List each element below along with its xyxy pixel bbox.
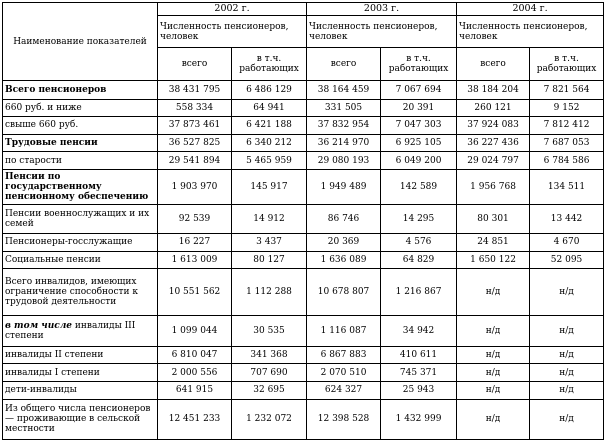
cell-2004-working: 134 511	[530, 169, 604, 204]
cell-2003-working: 64 829	[381, 251, 457, 269]
cell-2002-working: 14 912	[232, 205, 307, 234]
cell-2004-total: н/д	[457, 399, 530, 439]
cell-2003-working: 7 047 303	[381, 117, 457, 135]
cell-2004-total: н/д	[457, 364, 530, 382]
cell-2004-working: 7 812 412	[530, 117, 604, 135]
cell-2002-total: 12 451 233	[158, 399, 232, 439]
row-label: Социальные пенсии	[3, 251, 158, 269]
table-row	[3, 169, 604, 204]
cell-2003-working: 410 611	[381, 346, 457, 364]
total-subheader: всего	[457, 48, 530, 81]
cell-2004-total: 37 924 083	[457, 117, 530, 135]
cell-2003-working: 142 589	[381, 169, 457, 204]
table-row	[3, 99, 604, 117]
cell-2003-working: 1 216 867	[381, 269, 457, 316]
year-2003-header: 2003 г.	[307, 3, 457, 16]
cell-2002-total: 6 810 047	[158, 346, 232, 364]
cell-2004-total: 24 851	[457, 234, 530, 252]
row-label: 660 руб. и ниже	[3, 99, 158, 117]
cell-2004-working: 7 687 053	[530, 134, 604, 152]
row-label: Из общего числа пенсионеров — проживающие в сельской местности	[3, 399, 158, 439]
table-row	[3, 234, 604, 252]
cell-2003-working: 1 432 999	[381, 399, 457, 439]
cell-2003-working: 34 942	[381, 315, 457, 346]
cell-2002-working: 6 421 188	[232, 117, 307, 135]
cell-2003-total: 20 369	[307, 234, 381, 252]
cell-2002-working: 1 232 072	[232, 399, 307, 439]
total-subheader: всего	[307, 48, 381, 81]
pensioners-count-header: Численность пенсионеров, человек	[158, 16, 307, 48]
cell-2002-working: 32 695	[232, 381, 307, 399]
cell-2004-total: н/д	[457, 315, 530, 346]
cell-2002-total: 2 000 556	[158, 364, 232, 382]
cell-2003-working: 25 943	[381, 381, 457, 399]
cell-2003-working: 14 295	[381, 205, 457, 234]
cell-2002-working: 5 465 959	[232, 152, 307, 170]
indicator-name-header: Наименование показателей	[3, 3, 158, 81]
working-subheader: в т.ч. работающих	[530, 48, 604, 81]
cell-2004-total: 80 301	[457, 205, 530, 234]
row-label	[3, 315, 158, 346]
cell-2002-total: 641 915	[158, 381, 232, 399]
year-2002-header: 2002 г.	[158, 3, 307, 16]
cell-2004-total: 38 184 204	[457, 81, 530, 100]
cell-2003-working: 4 576	[381, 234, 457, 252]
cell-2003-total: 624 327	[307, 381, 381, 399]
table-row	[3, 81, 604, 100]
cell-2003-working: 745 371	[381, 364, 457, 382]
cell-2002-working: 3 437	[232, 234, 307, 252]
row-label: по старости	[3, 152, 158, 170]
cell-2004-working: н/д	[530, 399, 604, 439]
total-subheader: всего	[158, 48, 232, 81]
cell-2004-total: 1 956 768	[457, 169, 530, 204]
cell-2003-total: 1 636 089	[307, 251, 381, 269]
cell-2002-working: 30 535	[232, 315, 307, 346]
row-label: свыше 660 руб.	[3, 117, 158, 135]
cell-2002-working: 64 941	[232, 99, 307, 117]
row-label: Всего инвалидов, имеющих ограничение способности к трудовой деятельности	[3, 269, 158, 316]
year-2004-header: 2004 г.	[457, 3, 604, 16]
cell-2004-total: н/д	[457, 381, 530, 399]
cell-2002-working: 80 127	[232, 251, 307, 269]
cell-2002-working: 707 690	[232, 364, 307, 382]
cell-2002-total: 38 431 795	[158, 81, 232, 100]
cell-2003-working: 6 925 105	[381, 134, 457, 152]
cell-2004-total: н/д	[457, 346, 530, 364]
cell-2002-total: 558 334	[158, 99, 232, 117]
cell-2004-working: н/д	[530, 364, 604, 382]
working-subheader: в т.ч. работающих	[381, 48, 457, 81]
cell-2003-total: 1 116 087	[307, 315, 381, 346]
cell-2003-total: 36 214 970	[307, 134, 381, 152]
cell-2002-total: 1 099 044	[158, 315, 232, 346]
cell-2002-total: 16 227	[158, 234, 232, 252]
cell-2002-working: 6 340 212	[232, 134, 307, 152]
cell-2004-working: 6 784 586	[530, 152, 604, 170]
cell-2002-total: 36 527 825	[158, 134, 232, 152]
cell-2002-total: 29 541 894	[158, 152, 232, 170]
row-label: Всего пенсионеров	[3, 81, 158, 100]
cell-2004-working: 4 670	[530, 234, 604, 252]
table-row	[3, 134, 604, 152]
label-text: инвалиды III степени	[5, 320, 136, 341]
cell-2004-working: н/д	[530, 381, 604, 399]
pensioners-table	[2, 2, 604, 440]
table-row	[3, 364, 604, 382]
cell-2002-total: 10 551 562	[158, 269, 232, 316]
cell-2002-working: 341 368	[232, 346, 307, 364]
table-row	[3, 269, 604, 316]
cell-2003-total: 1 949 489	[307, 169, 381, 204]
cell-2004-working: 52 095	[530, 251, 604, 269]
cell-2004-total: 260 121	[457, 99, 530, 117]
table-row	[3, 346, 604, 364]
cell-2003-total: 29 080 193	[307, 152, 381, 170]
cell-2003-total: 38 164 459	[307, 81, 381, 100]
row-label: инвалиды II степени	[3, 346, 158, 364]
cell-2004-working: н/д	[530, 269, 604, 316]
cell-2002-total: 37 873 461	[158, 117, 232, 135]
cell-2004-total: 36 227 436	[457, 134, 530, 152]
cell-2002-total: 1 613 009	[158, 251, 232, 269]
table-row	[3, 315, 604, 346]
cell-2002-total: 92 539	[158, 205, 232, 234]
cell-2004-total: н/д	[457, 269, 530, 316]
cell-2002-working: 145 917	[232, 169, 307, 204]
row-label: Пенсии по государственному пенсионному обеспечению	[3, 169, 158, 204]
cell-2003-total: 2 070 510	[307, 364, 381, 382]
cell-2004-working: 9 152	[530, 99, 604, 117]
row-label: Пенсии военнослужащих и их семей	[3, 205, 158, 234]
table-row	[3, 152, 604, 170]
table-row	[3, 205, 604, 234]
table-row	[3, 381, 604, 399]
cell-2003-total: 6 867 883	[307, 346, 381, 364]
cell-2004-working: н/д	[530, 315, 604, 346]
row-label: Пенсионеры-госслужащие	[3, 234, 158, 252]
cell-2004-total: 1 650 122	[457, 251, 530, 269]
cell-2003-working: 7 067 694	[381, 81, 457, 100]
cell-2004-total: 29 024 797	[457, 152, 530, 170]
cell-2002-total: 1 903 970	[158, 169, 232, 204]
cell-2003-total: 12 398 528	[307, 399, 381, 439]
table-row	[3, 117, 604, 135]
row-label: дети-инвалиды	[3, 381, 158, 399]
cell-2003-total: 331 505	[307, 99, 381, 117]
cell-2003-total: 10 678 807	[307, 269, 381, 316]
row-label: инвалиды I степени	[3, 364, 158, 382]
pensioners-count-header: Численность пенсионеров, человек	[307, 16, 457, 48]
row-label: Трудовые пенсии	[3, 134, 158, 152]
cell-2003-total: 37 832 954	[307, 117, 381, 135]
table-row	[3, 251, 604, 269]
cell-2004-working: н/д	[530, 346, 604, 364]
working-subheader: в т.ч. работающих	[232, 48, 307, 81]
cell-2002-working: 6 486 129	[232, 81, 307, 100]
cell-2003-working: 6 049 200	[381, 152, 457, 170]
cell-2003-total: 86 746	[307, 205, 381, 234]
cell-2003-working: 20 391	[381, 99, 457, 117]
cell-2004-working: 7 821 564	[530, 81, 604, 100]
pensioners-count-header: Численность пенсионеров, человек	[457, 16, 604, 48]
table-row	[3, 399, 604, 439]
cell-2002-working: 1 112 288	[232, 269, 307, 316]
cell-2004-working: 13 442	[530, 205, 604, 234]
label-prefix: в том числе	[5, 320, 73, 331]
